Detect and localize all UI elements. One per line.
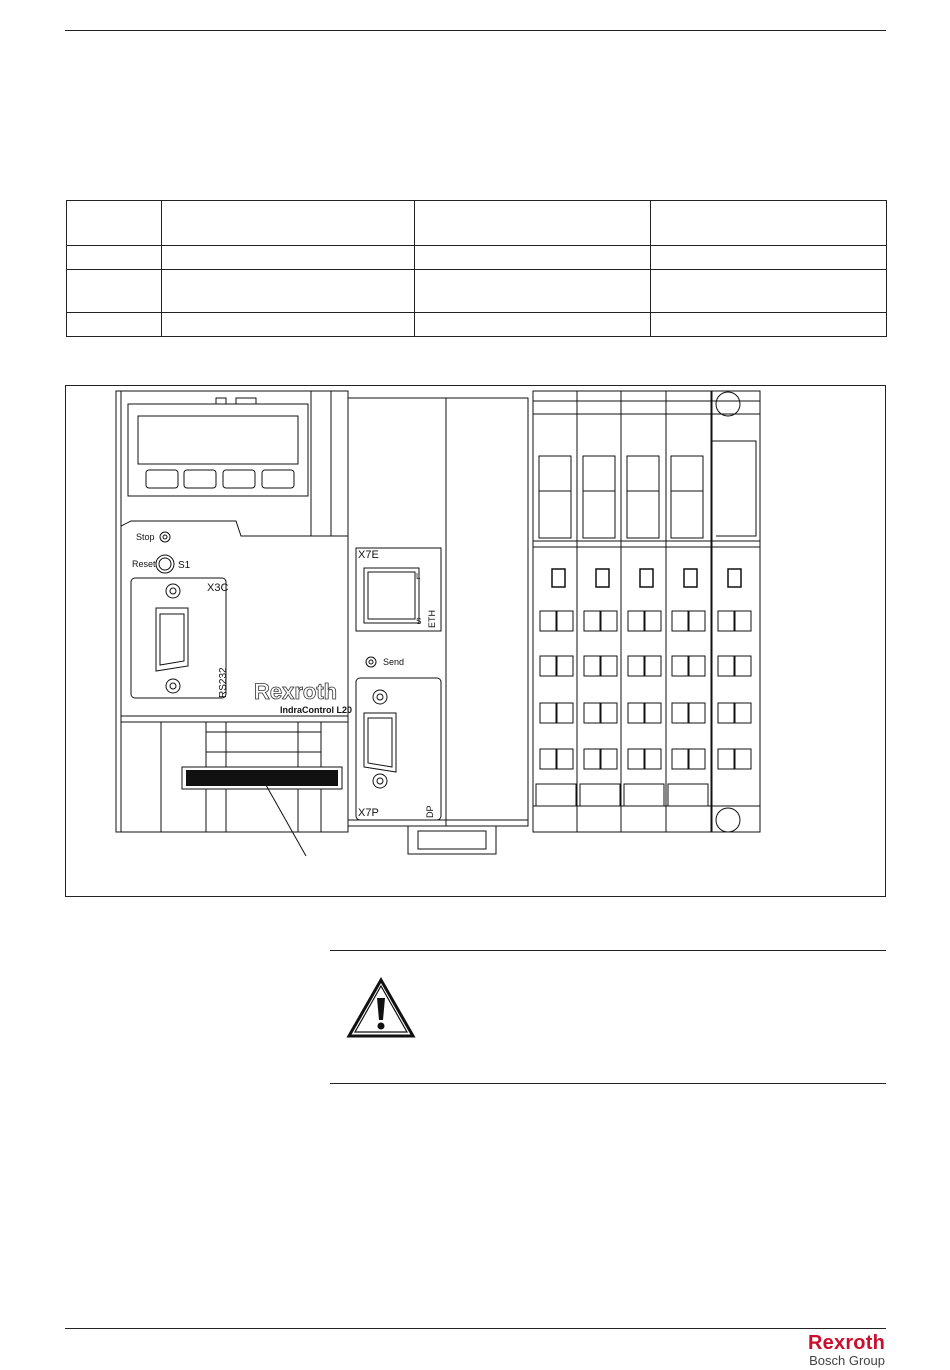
rs232-label: RS232 <box>218 667 229 698</box>
table-cell <box>415 201 651 246</box>
table-cell <box>415 246 651 270</box>
stop-label: Stop <box>136 532 155 542</box>
table-cell <box>162 270 415 313</box>
warning-bottom-rule <box>330 1083 886 1084</box>
s1-label: S1 <box>178 560 191 571</box>
x7e-s-label: S <box>416 617 422 626</box>
table-cell <box>651 246 887 270</box>
indracontrol-drawing <box>66 386 887 898</box>
warning-top-rule <box>330 950 886 951</box>
x7e-port <box>364 568 419 623</box>
x7e-label: X7E <box>358 549 379 561</box>
comm-module <box>348 398 528 826</box>
reset-label: Reset <box>132 559 156 569</box>
table-row <box>67 201 887 246</box>
leader-line <box>262 778 306 856</box>
table-row <box>67 246 887 270</box>
rexroth-logo <box>808 1333 885 1369</box>
warning-triangle-icon <box>345 976 417 1040</box>
table-cell <box>162 246 415 270</box>
dp-label: DP <box>425 805 435 818</box>
key-3 <box>223 470 255 488</box>
spec-table <box>66 200 887 337</box>
table-row <box>67 270 887 313</box>
rexroth-device-logo: Rexroth <box>254 679 338 704</box>
table-cell <box>415 313 651 337</box>
send-led <box>366 657 376 667</box>
key-2 <box>184 470 216 488</box>
key-4 <box>262 470 294 488</box>
eth-label: ETH <box>427 610 437 628</box>
table-cell <box>415 270 651 313</box>
key-1 <box>146 470 178 488</box>
table-cell <box>67 246 162 270</box>
table-cell <box>67 270 162 313</box>
cpu-housing <box>116 391 348 832</box>
label-bar <box>186 770 338 786</box>
table-cell <box>651 313 887 337</box>
table-cell <box>67 201 162 246</box>
table-cell <box>651 201 887 246</box>
table-cell <box>162 313 415 337</box>
terminal-clamps <box>540 611 751 769</box>
x7e-l-label: L <box>416 572 421 581</box>
model-label: IndraControl L20 <box>280 705 353 715</box>
table-row <box>67 313 887 337</box>
stop-led <box>160 532 170 542</box>
device-figure <box>65 385 886 897</box>
footer-rule <box>65 1328 886 1329</box>
display-frame <box>128 404 308 496</box>
table-cell <box>162 201 415 246</box>
brand-subtitle: Bosch Group <box>809 1353 885 1368</box>
x3c-label: X3C <box>207 582 229 594</box>
send-label: Send <box>383 657 405 667</box>
x7p-label: X7P <box>358 807 379 819</box>
x7p-plate <box>356 678 441 820</box>
header-rule <box>65 30 886 31</box>
table-cell <box>67 313 162 337</box>
brand-name: Rexroth <box>808 1332 885 1354</box>
table-cell <box>651 270 887 313</box>
